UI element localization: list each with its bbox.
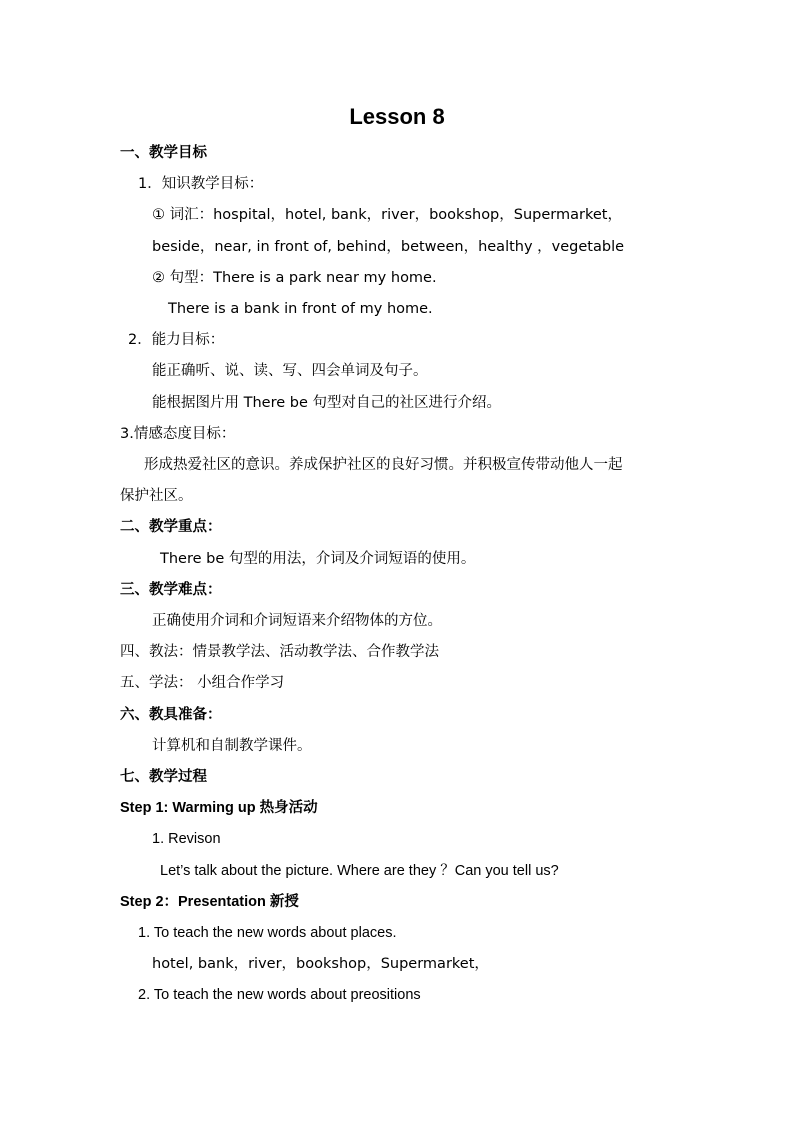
section-heading-objectives: 一、教学目标 xyxy=(120,145,207,161)
step-2-item-1-words: hotel, bank，river，bookshop，Supermarket， xyxy=(152,956,489,972)
emotional-objective-line-1: 形成热爱社区的意识。养成保护社区的良好习惯。并积极宣传带动他人一起 xyxy=(144,457,623,473)
subheading-emotional-objectives: 3.情感态度目标： xyxy=(120,426,236,442)
teaching-methods-line: 四、教法：情景教学法、活动教学法、合作教学法 xyxy=(120,644,439,660)
teaching-aids-text: 计算机和自制教学课件。 xyxy=(152,738,312,754)
subheading-ability-objectives: 2．能力目标： xyxy=(128,332,225,348)
section-heading-difficult-points: 三、教学难点： xyxy=(120,582,222,598)
ability-objective-1: 能正确听、说、读、写、四会单词及句子。 xyxy=(152,363,428,379)
emotional-objective-line-2: 保护社区。 xyxy=(120,488,193,504)
vocabulary-line-1: ① 词汇：hospital，hotel, bank，river，bookshop，Supermarket， xyxy=(152,207,622,223)
ability-objective-2: 能根据图片用 There be 句型对自己的社区进行介绍。 xyxy=(152,395,501,411)
step-1-heading: Step 1: Warming up 热身活动 xyxy=(120,800,318,816)
subheading-knowledge-objectives: 1．知识教学目标： xyxy=(138,176,264,192)
step-1-item-revision: 1. Revison xyxy=(152,831,221,847)
step-2-item-1: 1. To teach the new words about places. xyxy=(138,925,397,941)
step-1-item-text: Let’s talk about the picture. Where are they ？Can you tell us? xyxy=(160,863,559,879)
difficult-points-text: 正确使用介词和介词短语来介绍物体的方位。 xyxy=(152,613,442,629)
sentence-pattern-line-2: There is a bank in front of my home. xyxy=(168,301,433,317)
learning-methods-line: 五、学法： 小组合作学习 xyxy=(120,675,285,691)
section-heading-teaching-process: 七、教学过程 xyxy=(120,769,207,785)
section-heading-teaching-aids: 六、教具准备： xyxy=(120,707,222,723)
step-2-item-2: 2. To teach the new words about preositions xyxy=(138,987,421,1003)
step-2-heading: Step 2：Presentation 新授 xyxy=(120,894,299,910)
section-heading-key-points: 二、教学重点： xyxy=(120,519,222,535)
vocabulary-line-2: beside，near, in front of, behind，between，healthy ，vegetable xyxy=(152,239,625,255)
key-points-text: There be 句型的用法，介词及介词短语的使用。 xyxy=(160,551,476,567)
sentence-pattern-line-1: ② 句型：There is a park near my home. xyxy=(152,270,437,286)
document-title: Lesson 8 xyxy=(349,104,445,129)
